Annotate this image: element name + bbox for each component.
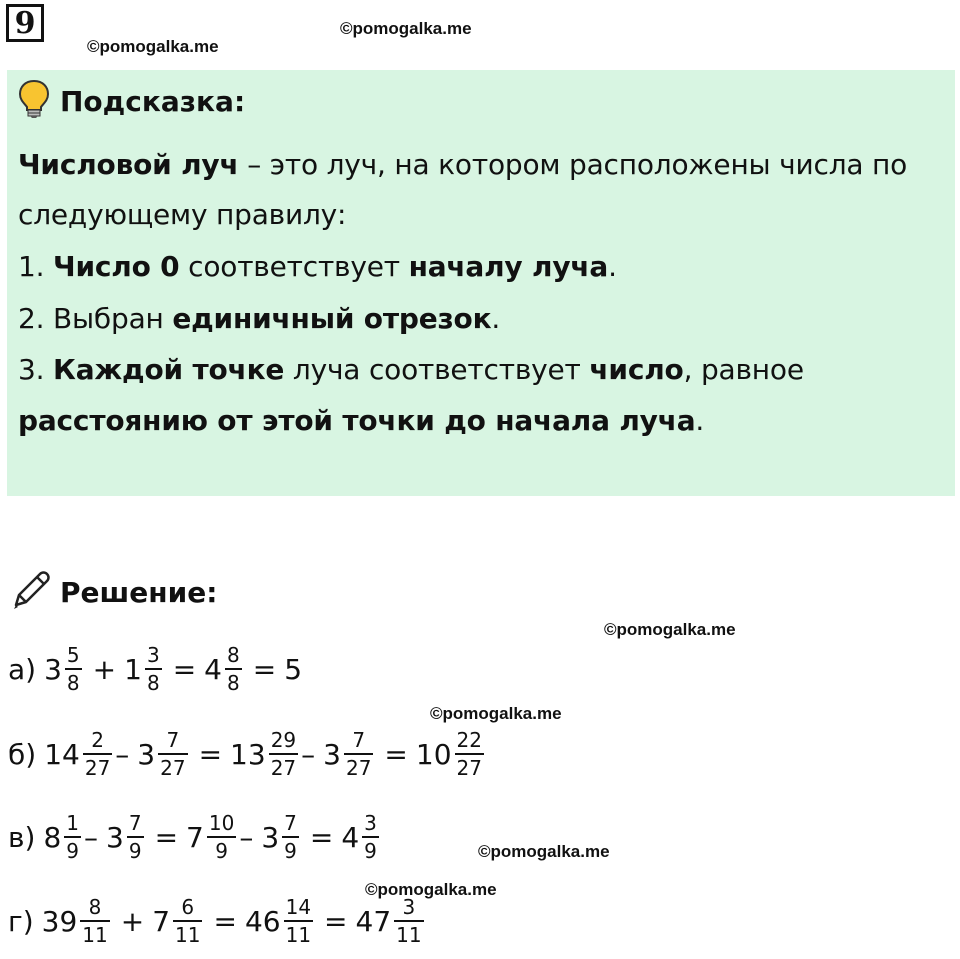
lightbulb-icon bbox=[18, 79, 50, 123]
fraction: $\frac{22}{27}$ bbox=[456, 728, 482, 780]
solution-line-b: б) 14 $\frac{2}{27}$ – 3 $\frac{7}{27}$ = 13 $\frac{29}{27}$ – 3 $\frac{7}{27}$ = 10 $\frac{22}{27}$ bbox=[8, 728, 482, 780]
fraction: $\frac{1}{9}$ bbox=[66, 811, 79, 863]
solution-line-a: а) 3 $\frac{5}{8}$ + 1 $\frac{3}{8}$ = 4 $\frac{8}{8}$ = 5 bbox=[8, 643, 303, 695]
task-number: 9 bbox=[6, 4, 44, 42]
solution-line-v: в) 8 $\frac{1}{9}$ – 3 $\frac{7}{9}$ = 7 $\frac{10}{9}$ – 3 $\frac{7}{9}$ = 4 $\frac{3}{9}$ bbox=[8, 811, 377, 863]
watermark: ©pomogalka.me bbox=[604, 620, 736, 639]
watermark: ©pomogalka.me bbox=[340, 19, 472, 38]
fraction: $\frac{7}{9}$ bbox=[284, 811, 297, 863]
fraction: $\frac{7}{9}$ bbox=[128, 811, 142, 863]
fraction: $\frac{8}{8}$ bbox=[226, 643, 240, 695]
definition-line-2: следующему правилу: bbox=[18, 198, 347, 231]
solution-line-g: г) 39 $\frac{8}{11}$ + 7 $\frac{6}{11}$ = 46 $\frac{14}{11}$ = 47 $\frac{3}{11}$ bbox=[8, 895, 422, 947]
fraction: $\frac{5}{8}$ bbox=[66, 643, 80, 695]
definition-line-1: Числовой луч – это луч, на котором расположены числа по bbox=[18, 148, 908, 181]
fraction: $\frac{10}{9}$ bbox=[208, 811, 235, 863]
rule-3-continued: расстоянию от этой точки до начала луча. bbox=[18, 404, 705, 437]
hint-heading bbox=[18, 78, 245, 124]
fraction: $\frac{3}{8}$ bbox=[146, 643, 160, 695]
watermark: ©pomogalka.me bbox=[478, 842, 610, 861]
watermark: ©pomogalka.me bbox=[430, 704, 562, 723]
fraction: $\frac{8}{11}$ bbox=[82, 895, 108, 947]
solution-heading bbox=[10, 568, 217, 616]
pencil-icon bbox=[10, 569, 52, 615]
rule-1: 1. Число 0 соответствует началу луча. bbox=[18, 250, 617, 283]
hint-title: Подсказка: bbox=[60, 84, 246, 118]
fraction: $\frac{6}{11}$ bbox=[175, 895, 201, 947]
fraction: $\frac{3}{11}$ bbox=[396, 895, 422, 947]
watermark: ©pomogalka.me bbox=[365, 880, 497, 899]
solution-title: Решение: bbox=[60, 575, 218, 609]
fraction: $\frac{2}{27}$ bbox=[84, 728, 111, 780]
fraction: $\frac{7}{27}$ bbox=[345, 728, 372, 780]
rule-3: 3. Каждой точке луча соответствует число, равное bbox=[18, 353, 804, 386]
watermark: ©pomogalka.me bbox=[87, 37, 219, 56]
fraction: $\frac{3}{9}$ bbox=[364, 811, 377, 863]
rule-2: 2. Выбран единичный отрезок. bbox=[18, 302, 501, 335]
fraction: $\frac{14}{11}$ bbox=[285, 895, 312, 947]
fraction: $\frac{7}{27}$ bbox=[160, 728, 186, 780]
fraction: $\frac{29}{27}$ bbox=[270, 728, 297, 780]
